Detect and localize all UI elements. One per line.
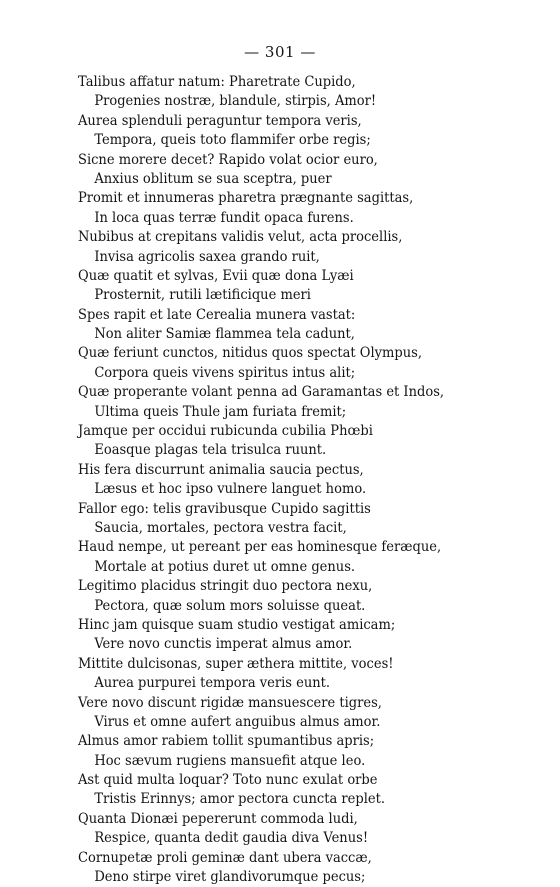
verse-line: Quæ feriunt cunctos, nitidus quos spectat Olympus, bbox=[78, 345, 422, 362]
verse-line: Hinc jam quisque suam studio vestigat amicam; bbox=[78, 616, 396, 633]
verse-line: Læsus et hoc ipso vulnere languet homo. bbox=[94, 481, 367, 498]
verse-line: Vere novo cunctis imperat almus amor. bbox=[94, 636, 353, 653]
verse-line: Invisa agricolis saxea grando ruit, bbox=[94, 248, 320, 265]
verse-line: Legitimo placidus stringit duo pectora nexu, bbox=[78, 578, 373, 595]
verse-line: Quæ properante volant penna ad Garamantas et Indos, bbox=[78, 384, 445, 401]
verse-line: Jamque per occidui rubicunda cubilia Phœbi bbox=[78, 423, 373, 440]
verse-line: Mortale at potius duret ut omne genus. bbox=[94, 558, 356, 575]
verse-line: Aurea splenduli peraguntur tempora veris, bbox=[78, 112, 362, 129]
verse-line: Deno stirpe viret glandivorumque pecus; bbox=[94, 869, 366, 886]
verse-line: Eoasque plagas tela trisulca ruunt. bbox=[94, 442, 327, 459]
verse-line: Corpora queis vivens spiritus intus alit; bbox=[94, 364, 356, 381]
verse-line: Hoc sævum rugiens mansuefit atque leo. bbox=[94, 752, 366, 769]
verse-line: Ultima queis Thule jam furiata fremit; bbox=[94, 403, 347, 420]
verse-line: Saucia, mortales, pectora vestra facit, bbox=[94, 519, 347, 536]
verse-line: Sicne morere decet? Rapido volat ocior euro, bbox=[78, 151, 378, 168]
verse-line: Cornupetæ proli geminæ dant ubera vaccæ, bbox=[78, 849, 372, 866]
verse-line: Talibus affatur natum: Pharetrate Cupido, bbox=[78, 74, 356, 90]
verse-line: Progenies nostræ, blandule, stirpis, Amor! bbox=[94, 93, 377, 110]
page-number: — 301 — bbox=[244, 43, 316, 61]
verse-line: Respice, quanta dedit gaudia diva Venus! bbox=[94, 830, 369, 847]
verse-line: Vere novo discunt rigidæ mansuescere tigres, bbox=[78, 694, 382, 711]
verse-line: Prosternit, rutili lætificique meri bbox=[94, 287, 311, 304]
verse-line: Tempora, queis toto flammifer orbe regis; bbox=[94, 132, 371, 149]
verse-line: Aurea purpurei tempora veris eunt. bbox=[94, 675, 331, 692]
verse-line: Pectora, quæ solum mors soluisse queat. bbox=[94, 597, 366, 614]
verse-line: Nubibus at crepitans validis velut, acta procellis, bbox=[78, 229, 403, 246]
verse-line: Mittite dulcisonas, super æthera mittite, voces! bbox=[78, 655, 394, 672]
verse-line: Virus et omne aufert anguibus almus amor. bbox=[94, 713, 381, 730]
verse-line: Spes rapit et late Cerealia munera vastat: bbox=[78, 306, 356, 323]
verse-line: Fallor ego: telis gravibusque Cupido sagittis bbox=[78, 500, 371, 517]
verse-line: Anxius oblitum se sua sceptra, puer bbox=[94, 170, 332, 187]
verse-line: Ast quid multa loquar? Toto nunc exulat orbe bbox=[78, 772, 378, 789]
verse-line: Quanta Dionæi pepererunt commoda ludi, bbox=[78, 810, 358, 827]
verse-line: Tristis Erinnys; amor pectora cuncta replet. bbox=[94, 791, 386, 808]
verse-line: Promit et innumeras pharetra prægnante sagittas, bbox=[78, 190, 414, 207]
verse-line: Haud nempe, ut pereant per eas hominesque feræque, bbox=[78, 539, 442, 556]
poem-text bbox=[78, 73, 538, 887]
verse-line: Almus amor rabiem tollit spumantibus apris; bbox=[78, 733, 375, 750]
verse-line: Non aliter Samiæ flammea tela cadunt, bbox=[94, 326, 355, 343]
verse-line: Quæ quatit et sylvas, Evii quæ dona Lyæi bbox=[78, 267, 354, 284]
verse-line: His fera discurrunt animalia saucia pectus, bbox=[78, 461, 364, 478]
verse-line: In loca quas terræ fundit opaca furens. bbox=[94, 209, 354, 226]
